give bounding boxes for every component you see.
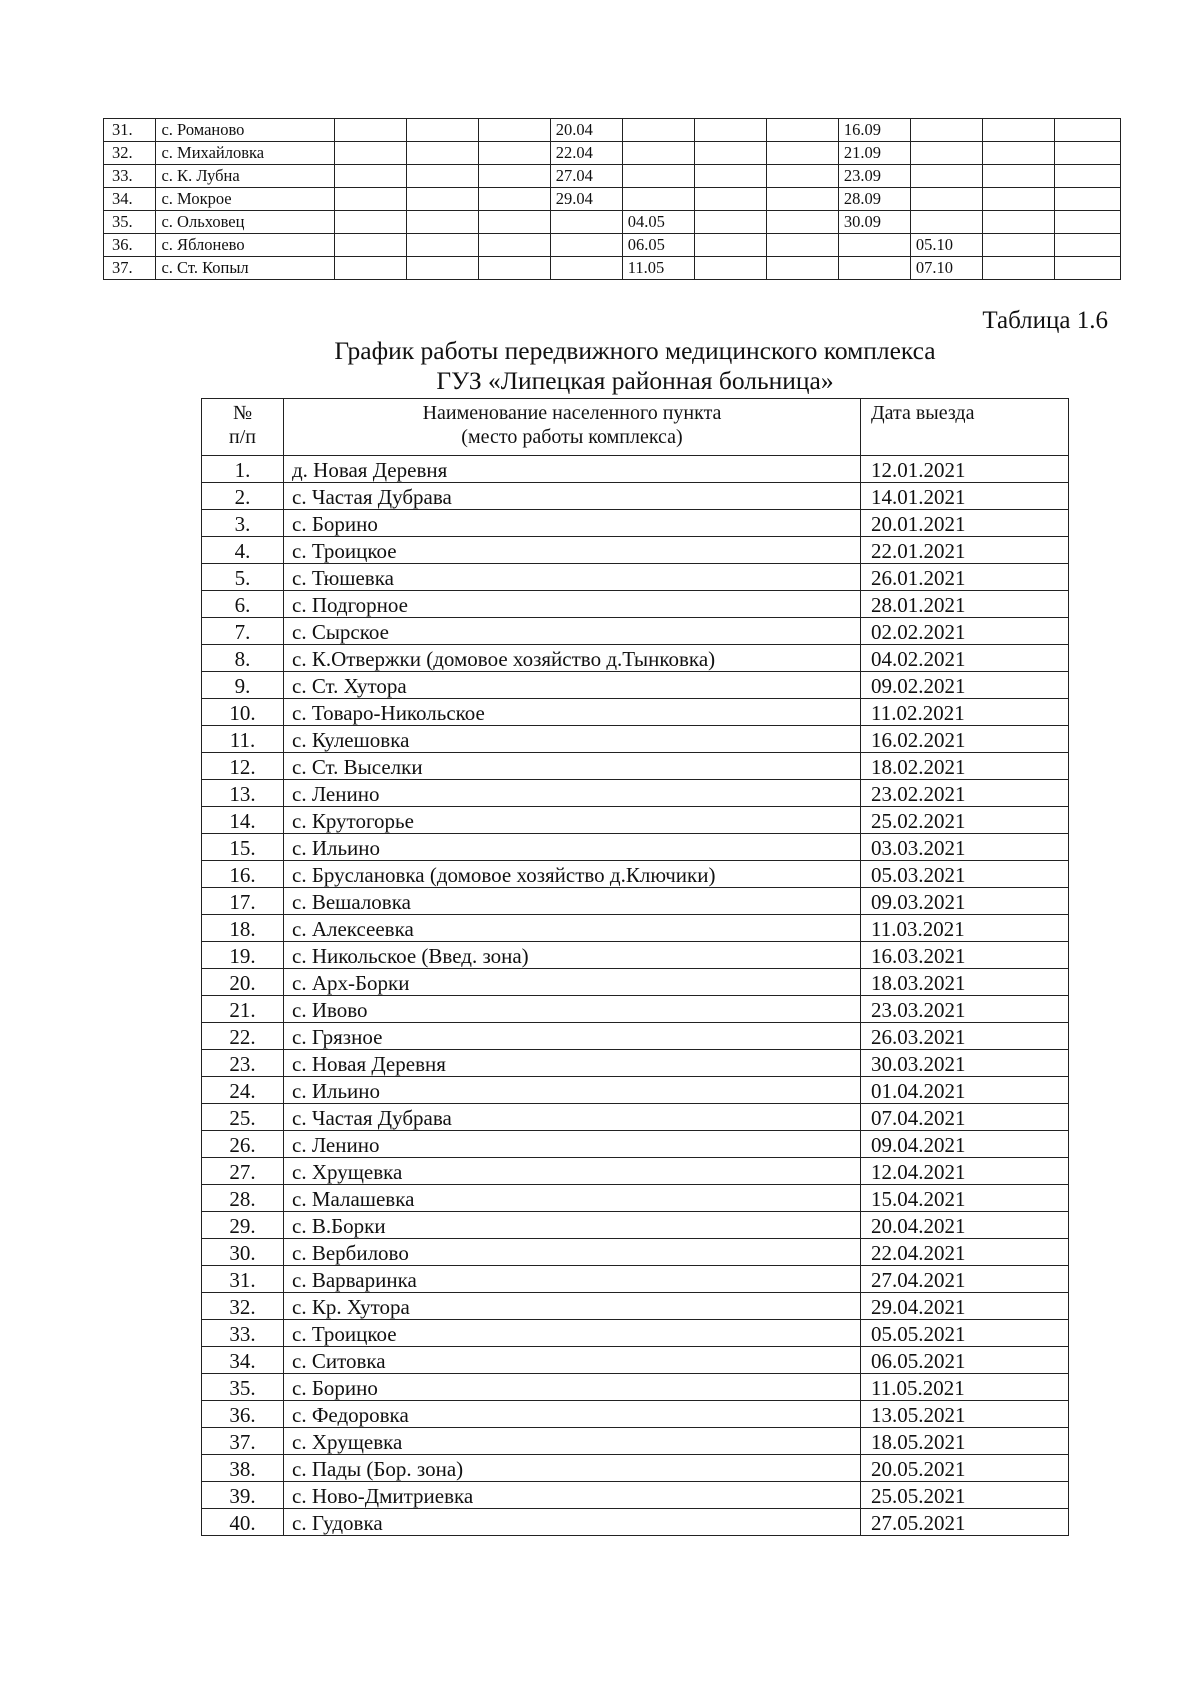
schedule-table — [201, 398, 1069, 1536]
row-date-cell — [766, 165, 838, 188]
row-date-cell — [838, 234, 910, 257]
row-date-cell — [334, 257, 406, 280]
row-number: 6. — [202, 591, 284, 618]
row-date-cell: 28.09 — [838, 188, 910, 211]
row-date-cell — [334, 165, 406, 188]
row-location: с. Сырское — [284, 618, 861, 645]
previous-table-body — [104, 119, 1121, 280]
row-location: с. Ново-Дмитриевка — [284, 1482, 861, 1509]
row-date-cell — [478, 142, 550, 165]
row-number: 32. — [202, 1293, 284, 1320]
row-date-cell — [334, 188, 406, 211]
row-date-cell — [694, 142, 766, 165]
row-number: 29. — [202, 1212, 284, 1239]
table-row — [202, 1077, 1069, 1104]
table-row — [202, 1455, 1069, 1482]
row-date: 22.04.2021 — [861, 1239, 1069, 1266]
table-row — [104, 119, 1121, 142]
row-number: 37. — [104, 257, 156, 280]
table-row — [202, 1374, 1069, 1401]
row-number: 36. — [104, 234, 156, 257]
row-date: 03.03.2021 — [861, 834, 1069, 861]
row-date: 25.05.2021 — [861, 1482, 1069, 1509]
row-date-cell: 22.04 — [550, 142, 622, 165]
row-date-cell: 23.09 — [838, 165, 910, 188]
row-date-cell — [406, 188, 478, 211]
row-number: 28. — [202, 1185, 284, 1212]
table-row — [202, 780, 1069, 807]
row-number: 35. — [202, 1374, 284, 1401]
row-date-cell — [1055, 257, 1121, 280]
row-date-cell — [1055, 165, 1121, 188]
row-date-cell — [550, 234, 622, 257]
row-date: 22.01.2021 — [861, 537, 1069, 564]
row-date: 23.03.2021 — [861, 996, 1069, 1023]
row-number: 32. — [104, 142, 156, 165]
row-date-cell — [694, 119, 766, 142]
row-date-cell — [766, 234, 838, 257]
table-row — [202, 1347, 1069, 1374]
row-date-cell — [982, 142, 1054, 165]
row-date-cell — [622, 188, 694, 211]
table-row — [202, 861, 1069, 888]
row-date: 18.03.2021 — [861, 969, 1069, 996]
table-row — [202, 915, 1069, 942]
row-location: с. Михайловка — [156, 142, 334, 165]
row-date: 20.05.2021 — [861, 1455, 1069, 1482]
row-location: с. Кулешовка — [284, 726, 861, 753]
row-number: 24. — [202, 1077, 284, 1104]
row-location: с. Никольское (Введ. зона) — [284, 942, 861, 969]
row-date-cell — [478, 234, 550, 257]
header-number-line1: № — [232, 402, 253, 424]
row-date-cell: 06.05 — [622, 234, 694, 257]
table-row — [202, 672, 1069, 699]
row-location: с. Троицкое — [284, 537, 861, 564]
row-date-cell — [1055, 142, 1121, 165]
row-date: 18.05.2021 — [861, 1428, 1069, 1455]
row-date: 18.02.2021 — [861, 753, 1069, 780]
row-number: 38. — [202, 1455, 284, 1482]
row-number: 27. — [202, 1158, 284, 1185]
row-number: 13. — [202, 780, 284, 807]
row-date-cell — [766, 211, 838, 234]
table-row — [202, 1185, 1069, 1212]
row-date: 26.03.2021 — [861, 1023, 1069, 1050]
row-date-cell — [406, 142, 478, 165]
row-location: с. Ст. Выселки — [284, 753, 861, 780]
header-location — [284, 399, 861, 456]
row-date-cell — [694, 257, 766, 280]
row-number: 11. — [202, 726, 284, 753]
table-row — [202, 807, 1069, 834]
row-date-cell — [334, 142, 406, 165]
row-date-cell — [406, 234, 478, 257]
table-row — [202, 888, 1069, 915]
row-location: с. Хрущевка — [284, 1428, 861, 1455]
table-row — [104, 165, 1121, 188]
row-date-cell — [622, 119, 694, 142]
header-location-line1: Наименование населенного пункта — [422, 402, 722, 424]
row-date-cell — [1055, 234, 1121, 257]
table-row — [202, 969, 1069, 996]
header-number-line2: п/п — [229, 426, 256, 448]
row-location: с. Частая Дубрава — [284, 1104, 861, 1131]
row-location: с. Подгорное — [284, 591, 861, 618]
table-row — [202, 510, 1069, 537]
table-row — [202, 1104, 1069, 1131]
row-number: 31. — [202, 1266, 284, 1293]
row-date-cell — [478, 211, 550, 234]
table-row — [202, 456, 1069, 483]
row-location: с. Яблонево — [156, 234, 334, 257]
table-row — [202, 753, 1069, 780]
row-date-cell: 04.05 — [622, 211, 694, 234]
row-number: 26. — [202, 1131, 284, 1158]
schedule-header-row — [202, 399, 1069, 456]
row-location: с. Варваринка — [284, 1266, 861, 1293]
row-location: с. Ильино — [284, 834, 861, 861]
row-date: 15.04.2021 — [861, 1185, 1069, 1212]
row-location: с. Бруслановка (домовое хозяйство д.Ключики) — [284, 861, 861, 888]
row-location: с. Гудовка — [284, 1509, 861, 1536]
row-location: с. Малашевка — [284, 1185, 861, 1212]
row-date-cell: 11.05 — [622, 257, 694, 280]
table-row — [202, 645, 1069, 672]
row-date: 02.02.2021 — [861, 618, 1069, 645]
row-number: 16. — [202, 861, 284, 888]
table-row — [202, 834, 1069, 861]
row-date: 11.02.2021 — [861, 699, 1069, 726]
row-date: 12.01.2021 — [861, 456, 1069, 483]
row-date: 09.02.2021 — [861, 672, 1069, 699]
row-date-cell — [982, 234, 1054, 257]
row-location: с. Грязное — [284, 1023, 861, 1050]
row-date-cell — [1055, 119, 1121, 142]
row-number: 33. — [202, 1320, 284, 1347]
table-row — [202, 699, 1069, 726]
table-row — [202, 1320, 1069, 1347]
row-date: 20.04.2021 — [861, 1212, 1069, 1239]
row-location: с. Частая Дубрава — [284, 483, 861, 510]
row-date-cell — [406, 257, 478, 280]
row-date: 13.05.2021 — [861, 1401, 1069, 1428]
row-location: с. Троицкое — [284, 1320, 861, 1347]
row-date-cell — [694, 211, 766, 234]
row-location: с. Ситовка — [284, 1347, 861, 1374]
row-date-cell — [910, 119, 982, 142]
row-date: 14.01.2021 — [861, 483, 1069, 510]
row-location: с. Пады (Бор. зона) — [284, 1455, 861, 1482]
row-location: с. Ольховец — [156, 211, 334, 234]
table-row — [104, 142, 1121, 165]
row-date-cell — [982, 188, 1054, 211]
row-date-cell — [1055, 211, 1121, 234]
row-number: 37. — [202, 1428, 284, 1455]
table-number-label: Таблица 1.6 — [982, 307, 1108, 334]
row-number: 22. — [202, 1023, 284, 1050]
table-row — [104, 234, 1121, 257]
table-row — [202, 1482, 1069, 1509]
row-date: 11.03.2021 — [861, 915, 1069, 942]
table-row — [202, 1050, 1069, 1077]
row-number: 35. — [104, 211, 156, 234]
row-number: 40. — [202, 1509, 284, 1536]
row-location: с. Вешаловка — [284, 888, 861, 915]
row-location: с. Ст. Копыл — [156, 257, 334, 280]
row-date-cell — [766, 142, 838, 165]
row-date-cell — [838, 257, 910, 280]
row-date-cell — [478, 257, 550, 280]
row-number: 34. — [202, 1347, 284, 1374]
row-date-cell — [694, 234, 766, 257]
table-row — [104, 211, 1121, 234]
table-row — [202, 1266, 1069, 1293]
row-date-cell — [982, 211, 1054, 234]
row-location: с. Крутогорье — [284, 807, 861, 834]
row-date-cell — [622, 165, 694, 188]
row-date-cell — [406, 165, 478, 188]
row-date-cell — [622, 142, 694, 165]
row-number: 4. — [202, 537, 284, 564]
row-date: 27.05.2021 — [861, 1509, 1069, 1536]
row-date: 25.02.2021 — [861, 807, 1069, 834]
table-row — [202, 726, 1069, 753]
row-location: с. Новая Деревня — [284, 1050, 861, 1077]
row-number: 17. — [202, 888, 284, 915]
row-date: 28.01.2021 — [861, 591, 1069, 618]
row-location: с. Борино — [284, 1374, 861, 1401]
row-date-cell: 21.09 — [838, 142, 910, 165]
row-date: 20.01.2021 — [861, 510, 1069, 537]
schedule-table-body — [202, 456, 1069, 1536]
table-row — [202, 1293, 1069, 1320]
header-date: Дата выезда — [861, 399, 1069, 456]
table-row — [202, 1158, 1069, 1185]
row-date: 23.02.2021 — [861, 780, 1069, 807]
table-row — [202, 1239, 1069, 1266]
row-location: с. Ленино — [284, 1131, 861, 1158]
row-number: 25. — [202, 1104, 284, 1131]
row-number: 15. — [202, 834, 284, 861]
row-number: 34. — [104, 188, 156, 211]
row-number: 1. — [202, 456, 284, 483]
row-location: с. К.Отвержки (домовое хозяйство д.Тынковка) — [284, 645, 861, 672]
row-location: с. В.Борки — [284, 1212, 861, 1239]
row-location: с. Ильино — [284, 1077, 861, 1104]
row-date: 06.05.2021 — [861, 1347, 1069, 1374]
row-date-cell: 07.10 — [910, 257, 982, 280]
row-location: с. Кр. Хутора — [284, 1293, 861, 1320]
row-number: 18. — [202, 915, 284, 942]
row-date-cell — [550, 257, 622, 280]
row-location: с. Ивово — [284, 996, 861, 1023]
row-date-cell — [334, 234, 406, 257]
row-date-cell: 20.04 — [550, 119, 622, 142]
row-date: 16.03.2021 — [861, 942, 1069, 969]
row-date-cell — [1055, 188, 1121, 211]
table-row — [202, 483, 1069, 510]
row-number: 3. — [202, 510, 284, 537]
row-date-cell: 05.10 — [910, 234, 982, 257]
row-date: 07.04.2021 — [861, 1104, 1069, 1131]
row-date-cell — [406, 211, 478, 234]
row-location: с. Алексеевка — [284, 915, 861, 942]
row-date: 16.02.2021 — [861, 726, 1069, 753]
row-date: 12.04.2021 — [861, 1158, 1069, 1185]
table-row — [202, 1401, 1069, 1428]
row-date-cell: 16.09 — [838, 119, 910, 142]
row-number: 2. — [202, 483, 284, 510]
table-row — [202, 1428, 1069, 1455]
row-number: 23. — [202, 1050, 284, 1077]
header-number — [202, 399, 284, 456]
row-number: 33. — [104, 165, 156, 188]
row-date: 09.04.2021 — [861, 1131, 1069, 1158]
row-date-cell — [910, 188, 982, 211]
row-date: 01.04.2021 — [861, 1077, 1069, 1104]
row-number: 36. — [202, 1401, 284, 1428]
row-location: с. Арх-Борки — [284, 969, 861, 996]
row-location: д. Новая Деревня — [284, 456, 861, 483]
row-number: 20. — [202, 969, 284, 996]
row-date: 05.03.2021 — [861, 861, 1069, 888]
row-location: с. Мокрое — [156, 188, 334, 211]
table-title-line1: График работы передвижного медицинского комплекса — [334, 336, 936, 365]
table-row — [202, 1023, 1069, 1050]
row-date-cell — [982, 257, 1054, 280]
row-number: 9. — [202, 672, 284, 699]
row-number: 21. — [202, 996, 284, 1023]
table-title-line2: ГУЗ «Липецкая районная больница» — [436, 366, 834, 395]
table-row — [202, 537, 1069, 564]
row-number: 19. — [202, 942, 284, 969]
row-date: 26.01.2021 — [861, 564, 1069, 591]
row-number: 31. — [104, 119, 156, 142]
header-location-line2: (место работы комплекса) — [461, 426, 683, 448]
row-date-cell — [910, 142, 982, 165]
table-row — [104, 188, 1121, 211]
table-row — [202, 996, 1069, 1023]
row-date-cell — [766, 119, 838, 142]
row-date-cell — [766, 257, 838, 280]
previous-table-continuation — [103, 118, 1121, 280]
row-number: 30. — [202, 1239, 284, 1266]
table-row — [202, 591, 1069, 618]
row-date-cell — [478, 119, 550, 142]
row-location: с. Хрущевка — [284, 1158, 861, 1185]
row-date: 11.05.2021 — [861, 1374, 1069, 1401]
row-number: 5. — [202, 564, 284, 591]
row-date-cell — [334, 211, 406, 234]
row-date-cell: 29.04 — [550, 188, 622, 211]
row-date-cell: 30.09 — [838, 211, 910, 234]
table-row — [202, 1509, 1069, 1536]
row-number: 12. — [202, 753, 284, 780]
row-date: 05.05.2021 — [861, 1320, 1069, 1347]
table-row — [202, 1131, 1069, 1158]
row-date: 09.03.2021 — [861, 888, 1069, 915]
row-date-cell — [334, 119, 406, 142]
row-date: 04.02.2021 — [861, 645, 1069, 672]
row-number: 8. — [202, 645, 284, 672]
row-date-cell: 27.04 — [550, 165, 622, 188]
row-location: с. Федоровка — [284, 1401, 861, 1428]
row-location: с. Ленино — [284, 780, 861, 807]
row-date: 27.04.2021 — [861, 1266, 1069, 1293]
row-number: 10. — [202, 699, 284, 726]
row-number: 39. — [202, 1482, 284, 1509]
row-date-cell — [982, 165, 1054, 188]
row-date-cell — [550, 211, 622, 234]
row-date-cell — [910, 165, 982, 188]
row-date-cell — [694, 165, 766, 188]
row-location: с. Борино — [284, 510, 861, 537]
table-row — [202, 618, 1069, 645]
row-date-cell — [478, 188, 550, 211]
row-location: с. Тюшевка — [284, 564, 861, 591]
table-row — [104, 257, 1121, 280]
row-date-cell — [766, 188, 838, 211]
table-row — [202, 564, 1069, 591]
row-date: 30.03.2021 — [861, 1050, 1069, 1077]
row-date-cell — [694, 188, 766, 211]
row-date-cell — [982, 119, 1054, 142]
row-date-cell — [478, 165, 550, 188]
row-number: 7. — [202, 618, 284, 645]
row-location: с. К. Лубна — [156, 165, 334, 188]
row-location: с. Вербилово — [284, 1239, 861, 1266]
row-date: 29.04.2021 — [861, 1293, 1069, 1320]
row-date-cell — [406, 119, 478, 142]
row-location: с. Романово — [156, 119, 334, 142]
table-row — [202, 1212, 1069, 1239]
table-row — [202, 942, 1069, 969]
row-number: 14. — [202, 807, 284, 834]
row-location: с. Товаро-Никольское — [284, 699, 861, 726]
row-date-cell — [910, 211, 982, 234]
row-location: с. Ст. Хутора — [284, 672, 861, 699]
